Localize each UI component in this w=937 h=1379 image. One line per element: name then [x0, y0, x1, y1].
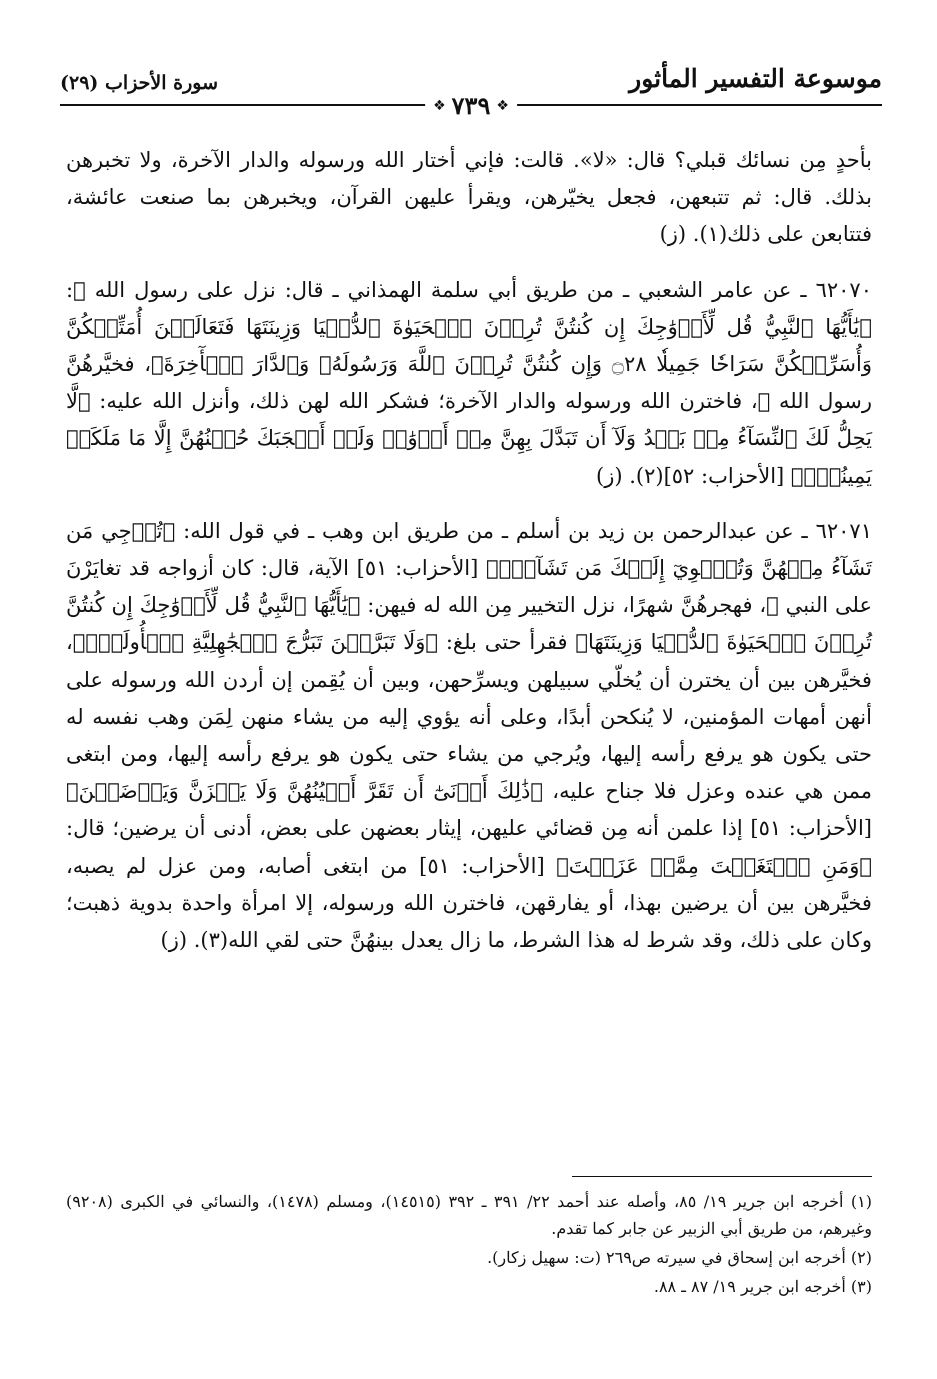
text-line: رسول الله ﷺ، فاخترن الله ورسوله والدار الآخرة؛ فشكر الله لهن ذلك، وأنزل الله — [152, 389, 872, 414]
text-line: تَبَرُّجَ ٱلۡجَٰهِلِيَّةِ ٱلۡأُولَىٰۖ﴾، فخيَّرهن بين أن يخترن أن يُخلّي سبيلهن ويسرِّحهن، وبين — [66, 630, 872, 692]
text-line: أنه يؤوي إليه من يشاء منهن لِمَن وهب نفسه له حتى يكون هو يرفع رأسه إليها، — [66, 704, 872, 767]
text-line: فلا جناح عليه، ﴿ذَٰلِكَ أَدۡنَىٰٓ أَن تَقَرَّ أَعۡيُنُهُنَّ وَلَا يَحۡزَنَّ وَيَرۡضَيۡنَ﴾ [الأحزاب: ٥١] إذا — [66, 779, 872, 841]
text-line: علمن أنه مِن قضائي عليهن، إيثار بعضهن على بعض، أدنى أن يرضين؛ قال: — [66, 816, 715, 841]
text-line: ٦٢٠٧٠ ـ عن عامر الشعبي ـ من طريق أبي سلمة الهمذاني ـ قال: نزل على — [197, 277, 872, 302]
text-line: ٦٢٠٧١ ـ عن عبدالرحمن بن زيد بن أسلم ـ من طريق ابن وهب ـ في قول الله: — [183, 518, 872, 543]
footnote-rule — [572, 1176, 872, 1177]
ornament-right-icon: ❖ — [496, 97, 509, 114]
text-line: أن يُقِمن إن أردن الله ورسوله على أنهن أمهات المؤمنين، لا يُنكحن أبدًا، وعلى — [66, 667, 872, 729]
footnote-line: (١) أخرجه ابن جرير ١٩/ ٨٥، وأصله عند أحمد ٢٢/ ٣٩١ ـ ٣٩٢ (١٤٥١٥)، ومسلم (١٤٧٨)، والنسائي — [200, 1192, 873, 1211]
text-line: أُمَتِّعۡكُنَّ وَأُسَرِّحۡكُنَّ سَرَاحٗا جَمِيلٗا ۝٢٨ وَإِن كُنتُنَّ تُرِدۡنَ ٱللَّهَ وَرَسُولَهُۥ وَٱلدَّارَ ٱلۡأٓخِرَةَ﴾، فخيَّرهُنَّ — [66, 314, 872, 377]
ornament-left-icon: ❖ — [433, 97, 446, 114]
footnote — [66, 1188, 872, 1242]
text-line: ويخبرهن بما صنعت عائشة، فتتابعن على ذلك(١). (ز) — [66, 185, 872, 247]
page-number-box — [425, 91, 517, 120]
text-line: بأحدٍ مِن نسائك قبلي؟ قال: «لا». قالت: فإني أختار الله ورسوله والدار الآخرة، — [170, 148, 872, 172]
text-line: ﴿تُرۡجِي مَن تَشَآءُ مِنۡهُنَّ وَتُـٔۡوِيٓ إِلَيۡكَ مَن تَشَآءُۖ﴾ [الأحزاب: ٥١] الآية، قال: كان أزواجه قد — [66, 518, 873, 581]
text-line: ولا تخبرهن بذلك. قال: ثم تتبعهن، فجعل يخيّرهن، ويقرأ عليهن القرآن، — [66, 148, 872, 210]
text-line: رسول الله ﷺ: ﴿يَٰأَيُّهَا ٱلنَّبِيُّ قُل لِّأَزۡوَٰجِكَ إِن كُنتُنَّ تُرِدۡنَ ٱلۡحَيَوٰةَ ٱلدُّنۡيَا وَزِينَتَهَا فَتَعَالَيۡنَ — [66, 277, 872, 339]
footnote: (٢) أخرجه ابن إسحاق في سيرته ص٢٦٩ (ت: سهيل زكار). — [487, 1248, 872, 1267]
text-line: تغايَرْنَ على النبي ﷺ، فهجرهُنَّ شهرًا، نزل التخيير مِن الله له فيهن: ﴿يَٰأَيُّهَا ٱلنَّبِيُّ — [66, 556, 872, 618]
text-line: عليه: ﴿لَّا يَحِلُّ لَكَ ٱلنِّسَآءُ مِنۢ بَعۡدُ وَلَآ أَن تَبَدَّلَ بِهِنَّ مِنۡ أَزۡوَٰجٖ وَلَوۡ أَعۡجَبَكَ حُسۡنُهُنَّ إِلَّا — [66, 389, 873, 451]
paragraph — [66, 272, 872, 495]
paragraph — [66, 513, 872, 959]
page-number: ٧٣٩ — [451, 91, 491, 120]
text-line: فخيَّرهن بين أن يرضين بهذا، أو يفارقهن، فاخترن الله ورسوله، إلا امرأة واحدة — [181, 890, 872, 915]
text-line: ويُرجي من يشاء حتى يكون هو يرفع رأسه إليها، ومن ابتغى ممن هي عنده وعزل — [66, 742, 872, 804]
text-line: بدوية ذهبت؛ وكان على ذلك، وقد شرط له هذا الشرط، ما زال يعدل بينهُنَّ حتى — [66, 890, 872, 953]
page-header — [60, 60, 882, 120]
text-line: مَا مَلَكَتۡ يَمِينُكَۗ﴾ [الأحزاب: ٥٢](٢). (ز) — [66, 426, 872, 488]
text-line: ﴿وَمَنِ ٱبۡتَغَيۡتَ مِمَّنۡ عَزَلۡتَ﴾ [الأحزاب: ٥١] من ابتغى أصابه، ومن عزل لم يصبه، — [66, 853, 873, 878]
footnotes — [66, 1188, 872, 1302]
surah-label: سورة الأحزاب (٢٩) — [60, 72, 219, 94]
text-line: قُل لِّأَزۡوَٰجِكَ إِن كُنتُنَّ تُرِدۡنَ ٱلۡحَيَوٰةَ ٱلدُّنۡيَا وَزِينَتَهَا﴾ فقرأ حتى بلغ: ﴿وَلَا تَبَرَّجۡنَ — [66, 593, 872, 655]
footnote-line: في الكبرى (٩٢٠٨) وغيرهم، من طريق أبي الزبير عن جابر كما تقدم. — [66, 1192, 872, 1238]
paragraph — [66, 142, 872, 254]
book-title: موسوعة التفسير المأثور — [629, 64, 882, 93]
footnote: (٣) أخرجه ابن جرير ١٩/ ٨٧ ـ ٨٨. — [653, 1277, 872, 1296]
main-text — [66, 142, 872, 959]
text-line: لقي الله(٣). (ز) — [160, 928, 300, 953]
